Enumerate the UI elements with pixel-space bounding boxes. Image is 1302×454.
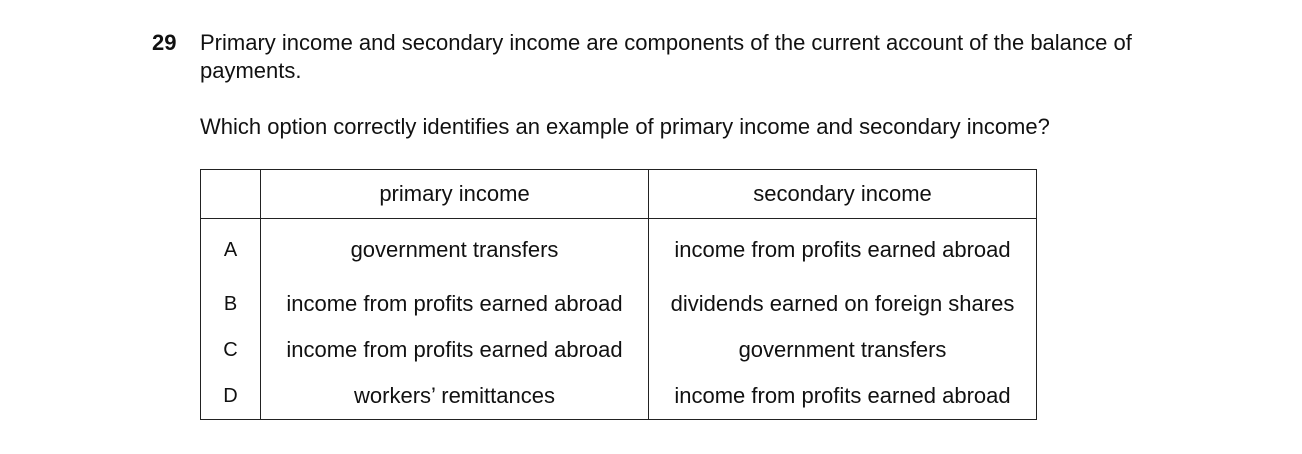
- option-secondary: government transfers: [649, 327, 1037, 373]
- option-primary: government transfers: [261, 219, 649, 282]
- option-secondary: income from profits earned abroad: [649, 219, 1037, 282]
- option-secondary: income from profits earned abroad: [649, 373, 1037, 420]
- option-row-d[interactable]: [201, 373, 1037, 420]
- option-row-c[interactable]: [201, 327, 1037, 373]
- header-letter: [201, 170, 261, 219]
- option-letter: A: [201, 219, 261, 282]
- option-primary: workers’ remittances: [261, 373, 649, 420]
- option-secondary: dividends earned on foreign shares: [649, 281, 1037, 327]
- option-primary: income from profits earned abroad: [261, 281, 649, 327]
- option-letter: C: [201, 327, 261, 373]
- option-row-b[interactable]: [201, 281, 1037, 327]
- header-secondary-income: secondary income: [649, 170, 1037, 219]
- question-number: 29: [152, 30, 177, 55]
- option-letter: D: [201, 373, 261, 420]
- header-primary-income: primary income: [261, 170, 649, 219]
- answer-options-table: [200, 169, 1037, 420]
- question-stem: Primary income and secondary income are components of the current account of the balance of payments.: [200, 30, 1132, 83]
- table-header-row: [201, 170, 1037, 219]
- option-primary: income from profits earned abroad: [261, 327, 649, 373]
- option-row-a[interactable]: [201, 219, 1037, 282]
- question-prompt: Which option correctly identifies an example of primary income and secondary income?: [200, 114, 1050, 139]
- option-letter: B: [201, 281, 261, 327]
